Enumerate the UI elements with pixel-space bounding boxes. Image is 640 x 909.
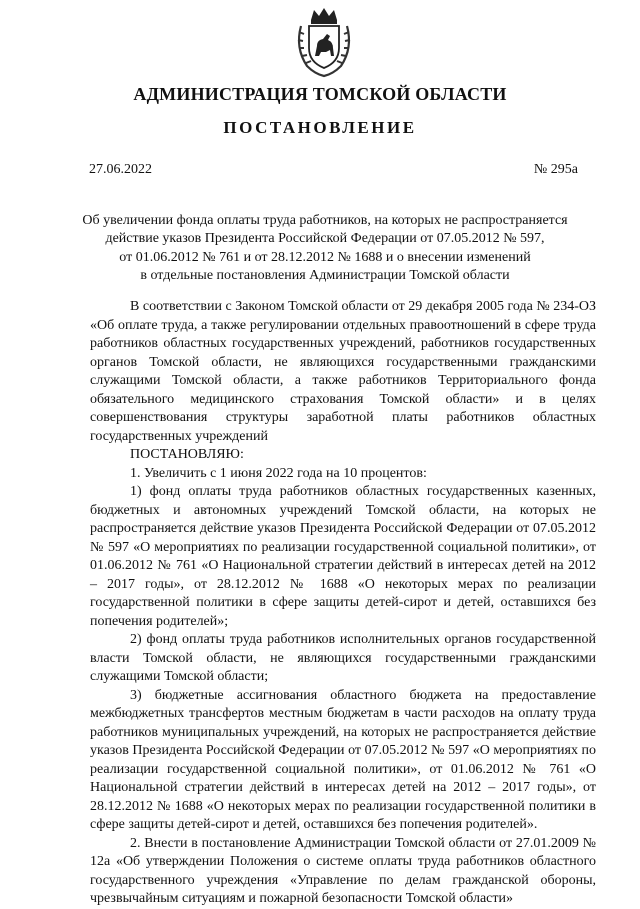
document-type-title: ПОСТАНОВЛЕНИЕ <box>223 118 417 137</box>
document-body <box>90 298 596 909</box>
tomsk-region-coat-of-arms-icon <box>293 6 355 78</box>
item-1: 1. Увеличить с 1 июня 2022 года на 10 процентов: <box>130 465 427 481</box>
subject-line: от 01.06.2012 № 761 и от 28.12.2012 № 1688 и о внесении изменений <box>119 249 531 265</box>
item-1-subitem-3: 3) бюджетные ассигнования областного бюджета на предоставление межбюджетных трансфертов местным бюджетам в части расходов на оплату труда работников муниципальных учреждений, на которых не распространяется действие указов Президента Российской Федерации от 07.05.2012 № 597 «О мероприятиях по реализации государственной социальной политики», от 01.06.2012 № 761 «О Национальной стратегии действий в интересах детей на 2012 – 2017 годы», от 28.12.2012 № 1688 «О некоторых мерах по реализации государственной политики в сфере защиты детей-сирот и детей, оставшихся без попечения родителей». <box>90 687 596 832</box>
item-2: 2. Внести в постановление Администрации Томской области от 27.01.2009 № 12а «Об утверждении Положения о системе оплаты труда работников областного государственного учреждения «Управление по делам гражданской обороны, чрезвычайным ситуациям и пожарной безопасности Томской области» <box>90 835 596 906</box>
document-number: № 295а <box>533 162 578 177</box>
item-1-subitem-1: 1) фонд оплаты труда работников областных государственных казенных, бюджетных и автономных учреждений Томской области, на которых не распространяется действие указов Президента Российской Федерации от 07.05.2012 № 597 «О мероприятиях по реализации государственной социальной политики», от 01.06.2012 № 761 «О Национальной стратегии действий в интересах детей на 2012 – 2017 годы», от 28.12.2012 № 1688 «О некоторых мерах по реализации государственной политики в сфере защиты детей-сирот и детей, оставшихся без попечения родителей»; <box>90 484 596 629</box>
subject-line: в отдельные постановления Администрации Томской области <box>140 267 510 283</box>
decree-word: ПОСТАНОВЛЯЮ: <box>130 447 244 462</box>
subject-line: действие указов Президента Российской Федерации от 07.05.2012 № 597, <box>105 231 545 247</box>
document-date: 27.06.2022 <box>89 162 152 177</box>
preamble-paragraph: В соответствии с Законом Томской области от 29 декабря 2005 года № 234-ОЗ «Об оплате труда, а также регулировании отдельных правоотношений в сфере труда работников областных государственных учреждений, работников государственных органов Томской области, не являющихся государственными гражданскими служащими Томской области, а также работников Территориального фонда обязательного медицинского страхования Томской области» и в целях совершенствования структуры заработной платы работников областных государственных учреждений <box>90 299 596 444</box>
item-1-subitem-2: 2) фонд оплаты труда работников исполнительных органов государственной власти Томской области, не являющихся государственными гражданскими служащими Томской области; <box>90 632 596 684</box>
document-subject <box>80 212 570 285</box>
organization-title: АДМИНИСТРАЦИЯ ТОМСКОЙ ОБЛАСТИ <box>133 84 507 104</box>
subject-line: Об увеличении фонда оплаты труда работников, на которых не распространяется <box>82 213 568 228</box>
